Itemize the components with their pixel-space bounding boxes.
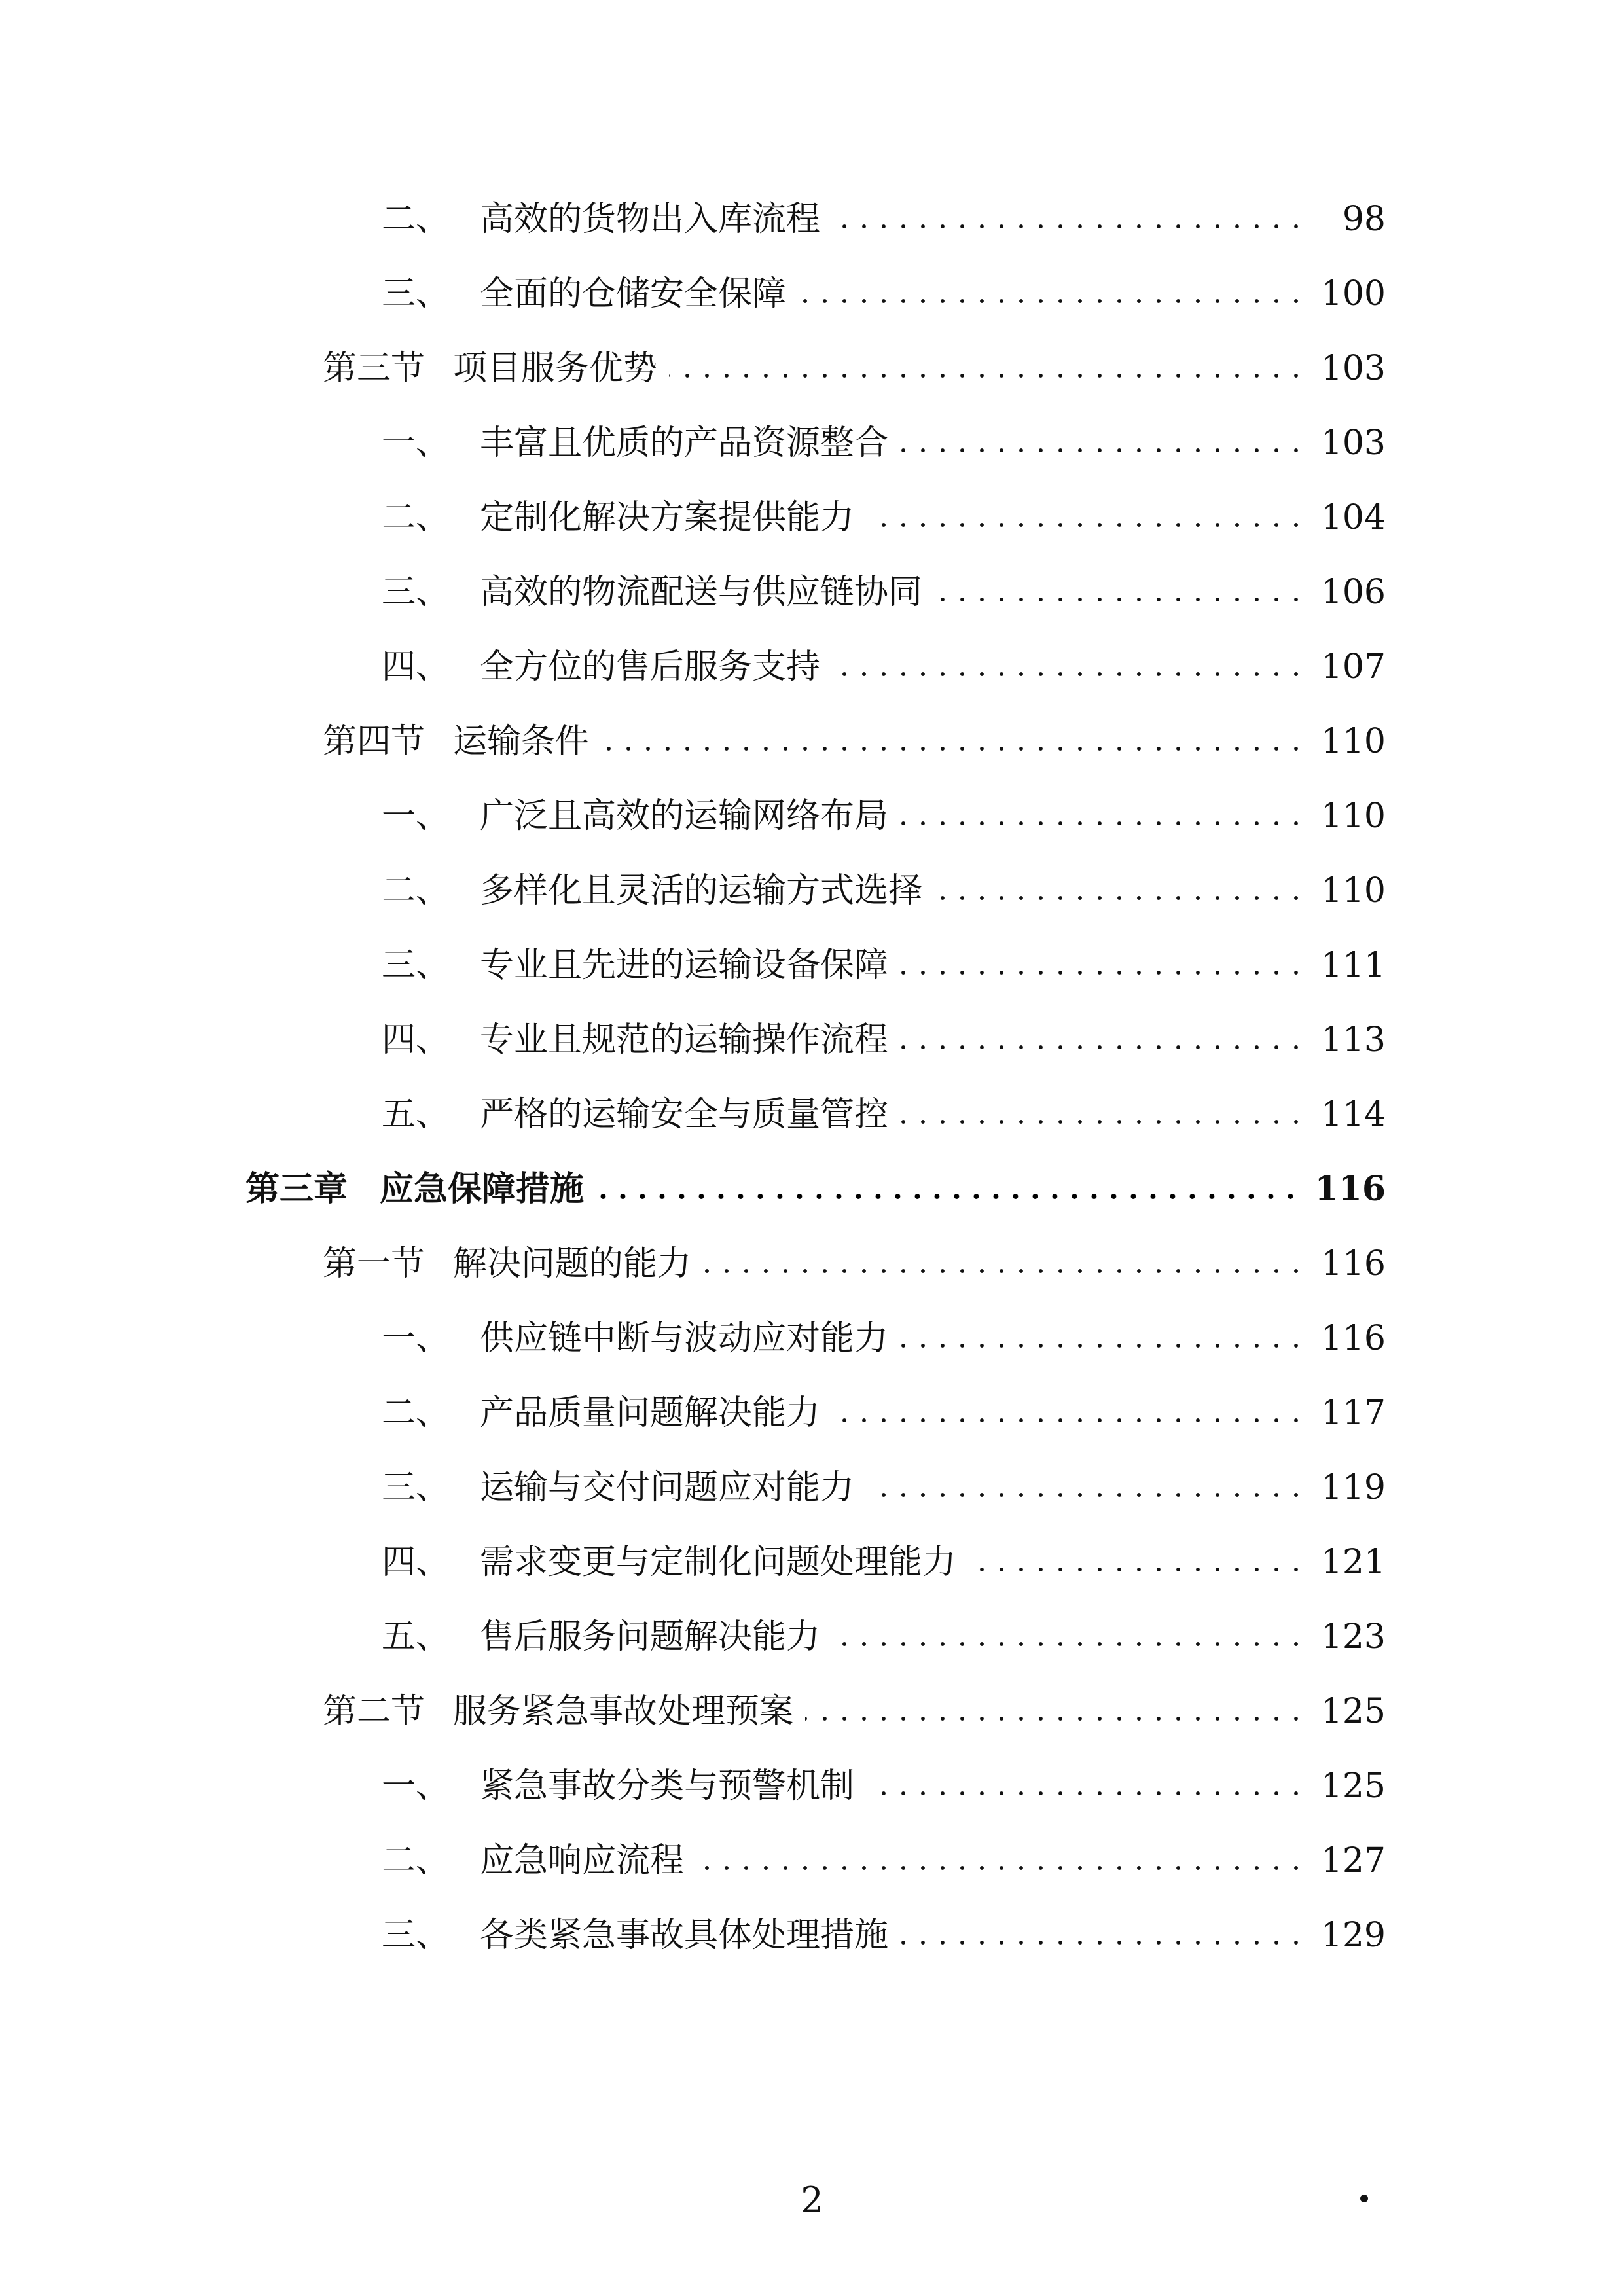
toc-entry-page: 110 — [1320, 722, 1386, 761]
toc-entry[interactable] — [0, 1380, 1624, 1446]
dot-leader — [934, 597, 1306, 602]
toc-entry-title: 紧急事故分类与预警机制 — [480, 1767, 855, 1806]
toc-entry-page: 117 — [1320, 1393, 1386, 1433]
toc-entry-marker: 二、 — [382, 1393, 450, 1433]
toc-entry[interactable] — [0, 1604, 1624, 1670]
toc-entry-title: 服务紧急事故处理预案 — [453, 1692, 794, 1731]
toc-entry[interactable] — [0, 933, 1624, 998]
toc-entry-page: 116 — [1320, 1319, 1386, 1358]
toc-entry-page: 125 — [1320, 1767, 1386, 1806]
dot-leader — [798, 298, 1306, 304]
dot-leader — [601, 746, 1306, 751]
toc-entry[interactable] — [0, 261, 1624, 327]
toc-entry[interactable] — [0, 485, 1624, 550]
toc-entry-marker: 四、 — [382, 1543, 450, 1582]
dot-leader — [669, 373, 1306, 378]
dot-leader — [832, 1418, 1306, 1423]
toc-entry-chapter[interactable] — [0, 1157, 1624, 1222]
toc-entry-page: 121 — [1320, 1543, 1386, 1582]
dot-leader — [934, 895, 1306, 901]
toc-entry-marker: 二、 — [382, 871, 450, 910]
toc-entry-title: 运输与交付问题应对能力 — [480, 1468, 855, 1507]
dot-leader — [832, 1641, 1306, 1647]
toc-entry-title: 多样化且灵活的运输方式选择 — [480, 871, 923, 910]
toc-entry-title: 运输条件 — [453, 722, 590, 761]
toc-entry[interactable] — [0, 560, 1624, 625]
toc-entry-title: 专业且规范的运输操作流程 — [480, 1020, 889, 1060]
toc-entry-title: 高效的物流配送与供应链协同 — [480, 573, 923, 612]
toc-entry[interactable] — [0, 187, 1624, 252]
toc-entry-page: 100 — [1320, 274, 1386, 314]
dot-leader — [968, 1567, 1306, 1572]
toc-entry-page: 110 — [1320, 797, 1386, 836]
toc-entry[interactable] — [0, 1679, 1624, 1744]
toc-entry[interactable] — [0, 410, 1624, 476]
toc-entry-title: 售后服务问题解决能力 — [480, 1617, 821, 1657]
toc-entry-marker: 第一节 — [323, 1244, 425, 1283]
dot-leader — [900, 448, 1306, 453]
toc-entry[interactable] — [0, 1903, 1624, 1968]
toc-entry-page: 103 — [1320, 423, 1386, 463]
toc-entry-page: 103 — [1320, 349, 1386, 388]
toc-entry-page: 116 — [1314, 1169, 1386, 1209]
toc-entry[interactable] — [0, 858, 1624, 924]
toc-entry[interactable] — [0, 1007, 1624, 1073]
toc-entry-page: 98 — [1342, 200, 1386, 239]
toc-entry-marker: 三、 — [382, 573, 450, 612]
toc-entry-title: 定制化解决方案提供能力 — [480, 498, 855, 537]
dot-leader — [696, 1865, 1306, 1871]
dot-leader — [900, 821, 1306, 826]
toc-entry[interactable] — [0, 1231, 1624, 1297]
dot-leader — [866, 1492, 1306, 1498]
toc-entry-title: 解决问题的能力 — [453, 1244, 692, 1283]
toc-entry-marker: 三、 — [382, 946, 450, 985]
toc-entry-marker: 三、 — [382, 1916, 450, 1955]
toc-entry-marker: 四、 — [382, 1020, 450, 1060]
toc-entry-title: 丰富且优质的产品资源整合 — [480, 423, 889, 463]
toc-entry-marker: 一、 — [382, 1767, 450, 1806]
dot-leader — [900, 1119, 1306, 1124]
toc-entry-page: 104 — [1320, 498, 1386, 537]
toc-entry-marker: 二、 — [382, 1841, 450, 1880]
toc-entry-title: 全方位的售后服务支持 — [480, 647, 821, 687]
toc-entry[interactable] — [0, 634, 1624, 700]
toc-entry-title: 各类紧急事故具体处理措施 — [480, 1916, 889, 1955]
toc-entry-title: 广泛且高效的运输网络布局 — [480, 797, 889, 836]
toc-entry-title: 高效的货物出入库流程 — [480, 200, 821, 239]
toc-entry-title: 全面的仓储安全保障 — [480, 274, 787, 314]
toc-entry[interactable] — [0, 1455, 1624, 1520]
toc-entry-page: 116 — [1320, 1244, 1386, 1283]
toc-entry-marker: 第二节 — [323, 1692, 425, 1731]
toc-entry-page: 127 — [1320, 1841, 1386, 1880]
toc-entry[interactable] — [0, 1828, 1624, 1893]
toc-entry-page: 114 — [1320, 1095, 1386, 1134]
toc-entry-marker: 第四节 — [323, 722, 425, 761]
toc-entry-page: 111 — [1320, 946, 1386, 985]
toc-entry[interactable] — [0, 1082, 1624, 1147]
toc-entry-title: 项目服务优势 — [453, 349, 658, 388]
toc-entry-marker: 第三章 — [245, 1169, 348, 1209]
toc-entry-page: 125 — [1320, 1692, 1386, 1731]
dot-leader — [900, 1045, 1306, 1050]
toc-entry-title: 产品质量问题解决能力 — [480, 1393, 821, 1433]
toc-entry-marker: 五、 — [382, 1617, 450, 1657]
decorative-dot — [1360, 2195, 1368, 2202]
toc-entry-marker: 一、 — [382, 1319, 450, 1358]
toc-entry-title: 应急响应流程 — [480, 1841, 685, 1880]
dot-leader — [866, 1791, 1306, 1796]
toc-entry-marker: 三、 — [382, 274, 450, 314]
dot-leader — [832, 224, 1306, 229]
toc-entry-page: 113 — [1320, 1020, 1386, 1060]
toc-entry-page: 123 — [1320, 1617, 1386, 1657]
toc-entry-page: 107 — [1320, 647, 1386, 687]
dot-leader — [596, 1194, 1300, 1199]
toc-entry-title: 严格的运输安全与质量管控 — [480, 1095, 889, 1134]
toc-entry-title: 应急保障措施 — [380, 1169, 585, 1209]
toc-entry[interactable] — [0, 1530, 1624, 1595]
toc-entry-page: 129 — [1320, 1916, 1386, 1955]
toc-entry-marker: 三、 — [382, 1468, 450, 1507]
toc-entry-title: 供应链中断与波动应对能力 — [480, 1319, 889, 1358]
toc-entry-marker: 第三节 — [323, 349, 425, 388]
page-number: 2 — [801, 2179, 823, 2221]
toc-entry[interactable] — [0, 336, 1624, 401]
dot-leader — [900, 1940, 1306, 1945]
dot-leader — [866, 522, 1306, 528]
toc-entry[interactable] — [0, 1753, 1624, 1819]
toc-entry-marker: 一、 — [382, 423, 450, 463]
toc-entry[interactable] — [0, 783, 1624, 849]
dot-leader — [900, 1343, 1306, 1348]
dot-leader — [703, 1268, 1306, 1274]
toc-entry-marker: 五、 — [382, 1095, 450, 1134]
dot-leader — [832, 672, 1306, 677]
toc-entry-marker: 二、 — [382, 498, 450, 537]
toc-entry-marker: 二、 — [382, 200, 450, 239]
dot-leader — [900, 970, 1306, 975]
toc-entry-page: 110 — [1320, 871, 1386, 910]
toc-entry-title: 专业且先进的运输设备保障 — [480, 946, 889, 985]
toc-entry-title: 需求变更与定制化问题处理能力 — [480, 1543, 957, 1582]
toc-entry-page: 119 — [1320, 1468, 1386, 1507]
toc-entry[interactable] — [0, 709, 1624, 774]
toc-entry[interactable] — [0, 1306, 1624, 1371]
toc-entry-marker: 四、 — [382, 647, 450, 687]
toc-entry-page: 106 — [1320, 573, 1386, 612]
toc-entry-marker: 一、 — [382, 797, 450, 836]
dot-leader — [805, 1716, 1306, 1721]
